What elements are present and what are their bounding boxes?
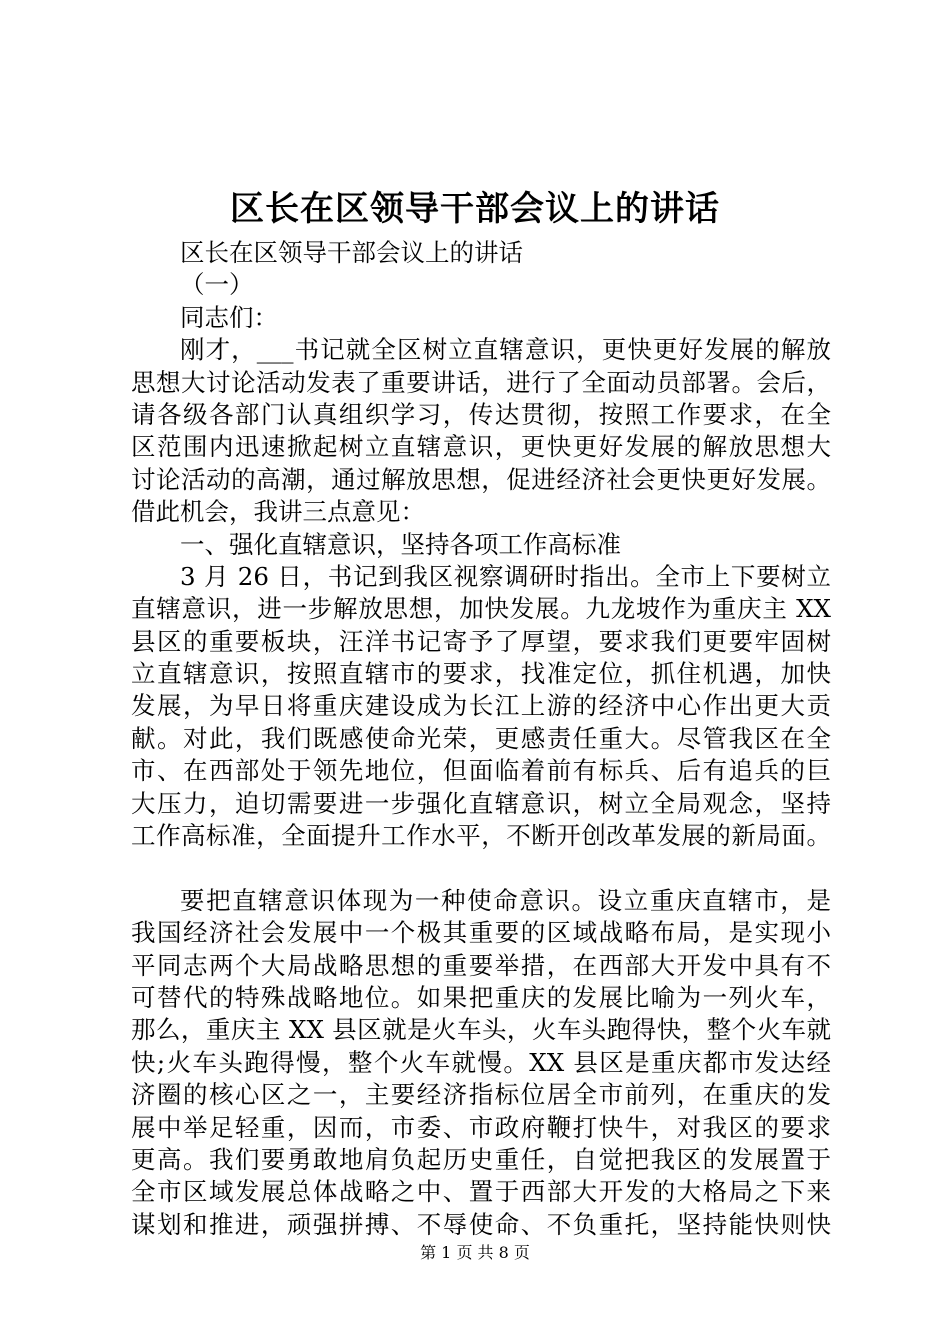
body-line: 平同志两个大局战略思想的重要举措，在西部大开发中具有不 [131, 950, 831, 980]
body-line: 区长在区领导干部会议上的讲话 [180, 238, 523, 267]
body-line: 展中举足轻重，因而，市委、市政府鞭打快牛，对我区的要求 [131, 1112, 831, 1142]
body-line: 大压力，迫切需要进一步强化直辖意识，树立全局观念，坚持 [131, 788, 831, 818]
body-line: 思想大讨论活动发表了重要讲话，进行了全面动员部署。会后， [131, 367, 831, 397]
body-line: 谋划和推进，顽强拼搏、不辱使命、不负重托，坚持能快则快 [131, 1209, 831, 1239]
body-line: 区范围内迅速掀起树立直辖意识，更快更好发展的解放思想大 [131, 432, 831, 462]
body-line: 工作高标准，全面提升工作水平，不断开创改革发展的新局面。 [131, 821, 831, 851]
blank-line [131, 852, 831, 884]
body-line: 市、在西部处于领先地位，但面临着前有标兵、后有追兵的巨 [131, 756, 831, 786]
body-line: 刚才，___书记就全区树立直辖意识，更快更好发展的解放 [180, 335, 831, 365]
document-body [131, 237, 831, 1241]
body-line: 立直辖意识，按照直辖市的要求，找准定位，抓住机遇，加快 [131, 659, 831, 689]
body-line: 快;火车头跑得慢，整个火车就慢。XX 县区是重庆都市发达经 [131, 1047, 831, 1077]
body-line: 借此机会，我讲三点意见： [131, 497, 425, 527]
body-line: 那么，重庆主 XX 县区就是火车头，火车头跑得快，整个火车就 [131, 1015, 831, 1045]
body-line: 请各级各部门认真组织学习，传达贯彻，按照工作要求，在全 [131, 399, 831, 429]
body-line: 全市区域发展总体战略之中、置于西部大开发的大格局之下来 [131, 1177, 831, 1207]
body-line: 县区的重要板块，汪洋书记寄予了厚望，要求我们更要牢固树 [131, 626, 831, 656]
body-line: 一、强化直辖意识，坚持各项工作高标准 [180, 529, 621, 559]
body-line: 我国经济社会发展中一个极其重要的区域战略布局，是实现小 [131, 918, 831, 948]
body-line: 献。对此，我们既感使命光荣，更感责任重大。尽管我区在全 [131, 723, 831, 753]
body-line: 同志们： [180, 302, 278, 332]
page-footer: 第 1 页 共 8 页 [420, 1243, 530, 1262]
body-line: 济圈的核心区之一，主要经济指标位居全市前列，在重庆的发 [131, 1080, 831, 1110]
body-line: （一） [180, 270, 254, 300]
body-line: 讨论活动的高潮，通过解放思想，促进经济社会更快更好发展。 [131, 464, 831, 494]
body-line: 发展，为早日将重庆建设成为长江上游的经济中心作出更大贡 [131, 691, 831, 721]
body-line: 更高。我们要勇敢地肩负起历史重任，自觉把我区的发展置于 [131, 1144, 831, 1174]
body-line: 要把直辖意识体现为一种使命意识。设立重庆直辖市，是 [180, 885, 831, 915]
body-line: 3 月 26 日，书记到我区视察调研时指出。全市上下要树立 [180, 561, 831, 591]
body-line: 直辖意识，进一步解放思想，加快发展。九龙坡作为重庆主 XX [131, 594, 831, 624]
body-line: 可替代的特殊战略地位。如果把重庆的发展比喻为一列火车， [131, 982, 831, 1012]
document-title: 区长在区领导干部会议上的讲话 [230, 189, 720, 229]
